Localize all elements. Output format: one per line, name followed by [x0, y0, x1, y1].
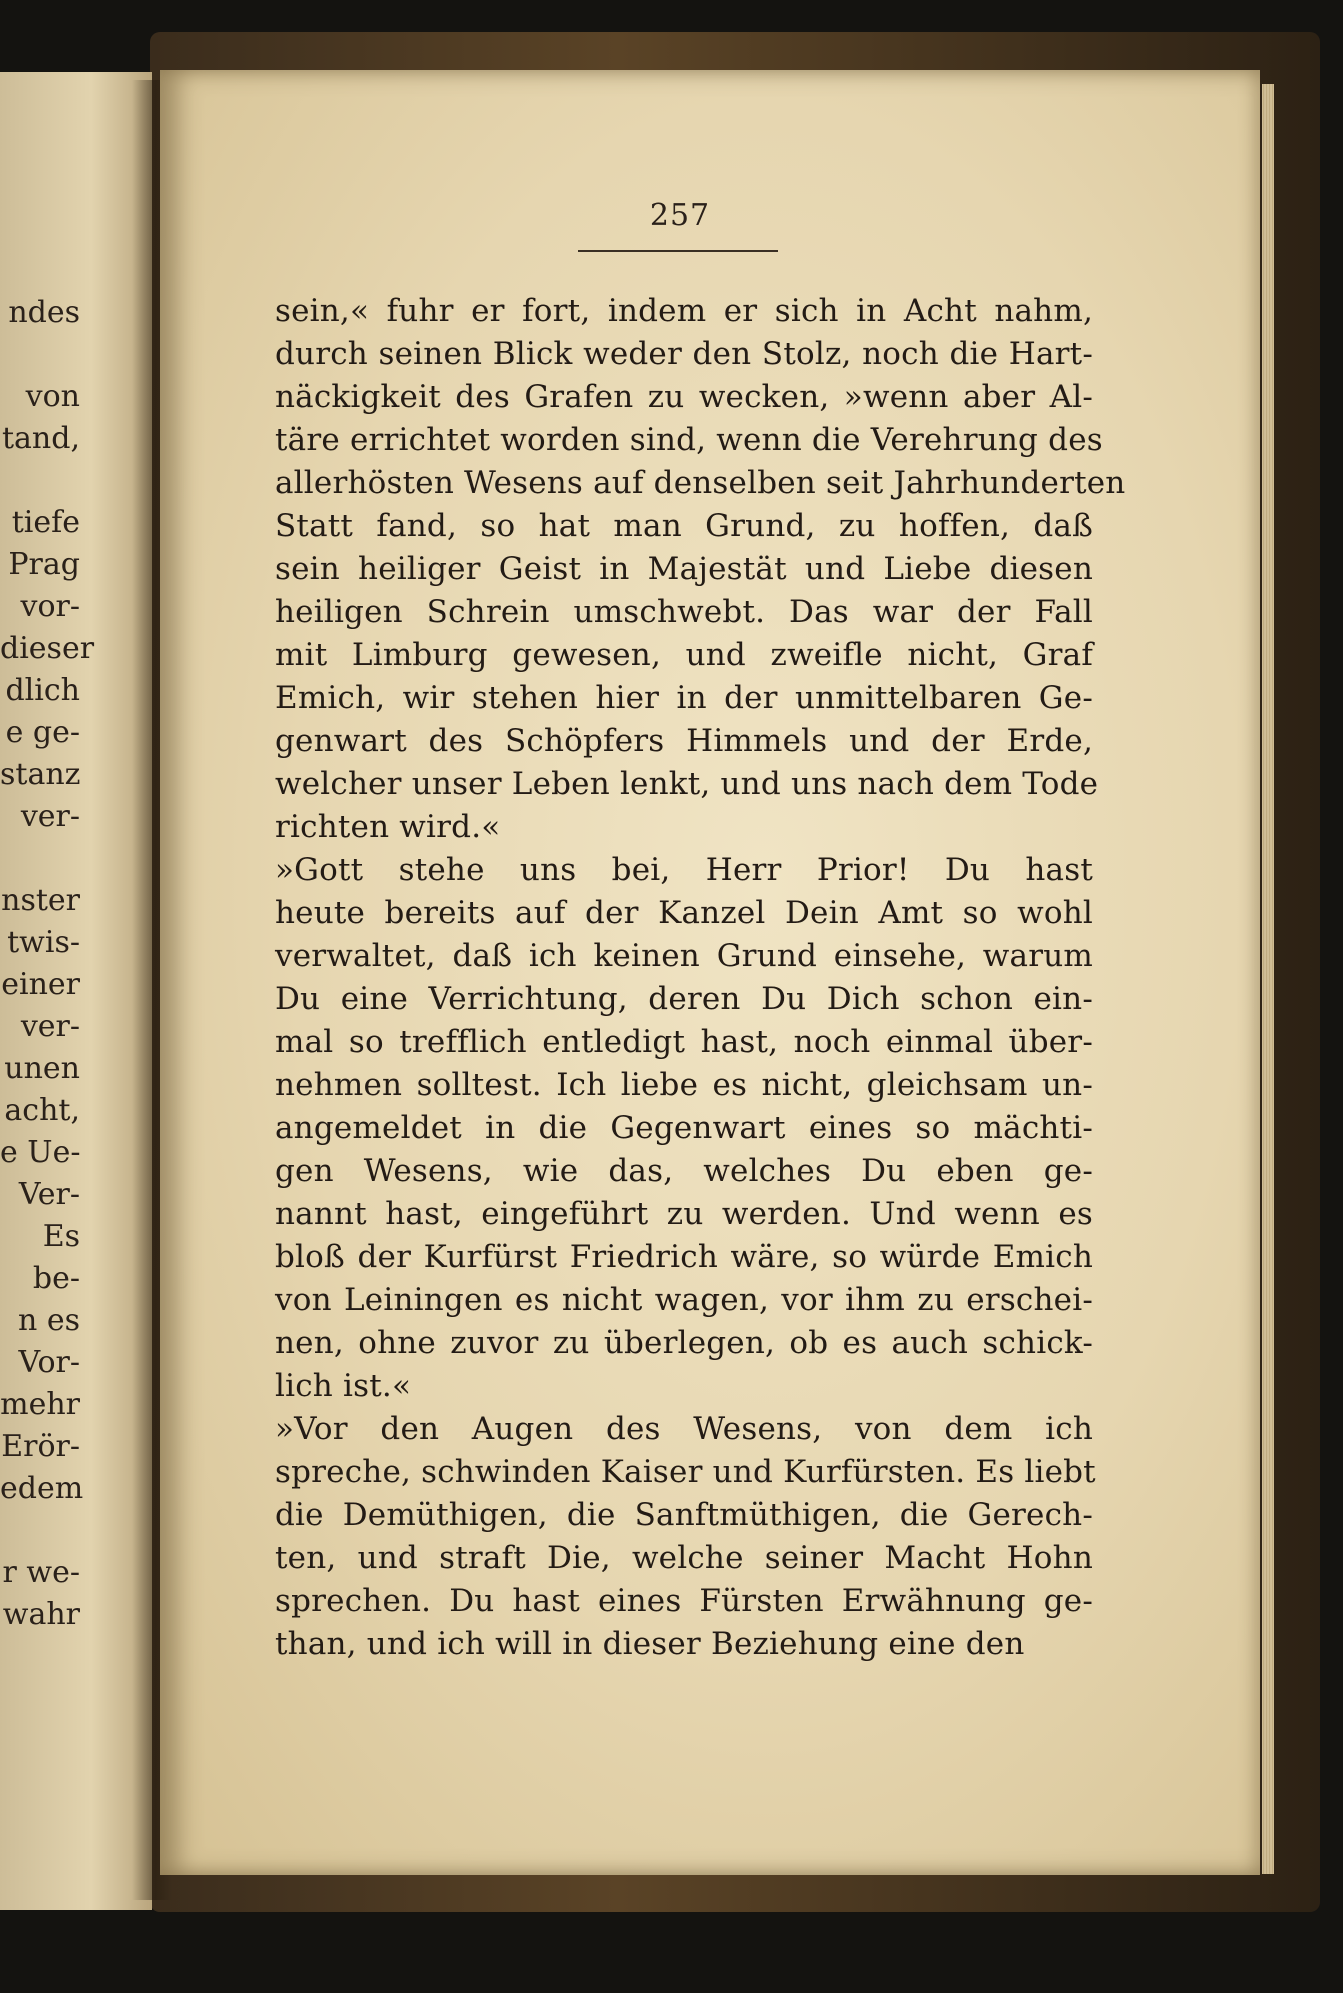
text-line: nen, ohne zuvor zu überlegen, ob es auch schick-	[275, 1325, 1093, 1361]
text-line: angemeldet in die Gegenwart eines so mächti-	[275, 1110, 1093, 1146]
left-page-fragment: vor-	[20, 589, 80, 624]
text-line: ten, und straft Die, welche seiner Macht Hohn	[275, 1540, 1093, 1576]
text-line: Du eine Verrichtung, deren Du Dich schon ein-	[275, 981, 1093, 1017]
left-page-fragment: acht,	[4, 1093, 80, 1128]
page-number: 257	[649, 198, 711, 233]
page-number-rule	[578, 250, 778, 252]
left-page-fragment: dieser	[0, 631, 95, 666]
text-line: nannt hast, eingeführt zu werden. Und wenn es	[275, 1196, 1093, 1232]
left-page-fragment: ver-	[20, 799, 80, 834]
left-page-fragment: n es	[17, 1303, 80, 1338]
text-line: sein heiliger Geist in Majestät und Liebe diesen	[275, 551, 1093, 587]
text-line: mal so trefflich entledigt hast, noch einmal über-	[275, 1024, 1093, 1060]
text-line: allerhösten Wesens auf denselben seit Jahrhunderten	[275, 465, 1126, 501]
text-line: richten wird.«	[275, 809, 501, 845]
text-line: »Vor den Augen des Wesens, von dem ich	[275, 1411, 1093, 1447]
text-line: durch seinen Blick weder den Stolz, noch die Hart-	[275, 336, 1093, 372]
text-line: Statt fand, so hat man Grund, zu hoffen, daß	[275, 508, 1093, 544]
left-page-fragment: unen	[4, 1051, 80, 1086]
left-page-fragment: tand,	[1, 421, 80, 456]
text-line: sprechen. Du hast eines Fürsten Erwähnung ge-	[275, 1583, 1093, 1619]
text-line: welcher unser Leben lenkt, und uns nach dem Tode	[275, 766, 1099, 802]
left-page-fragment: edem	[0, 1471, 84, 1506]
left-page-fragment	[0, 460, 80, 502]
left-page-fragment: Vor-	[18, 1345, 80, 1380]
left-page-fragment: einer	[1, 967, 80, 1002]
text-line: näckigkeit des Grafen zu wecken, »wenn aber Al-	[275, 379, 1093, 415]
left-page-fragment: mehr	[0, 1387, 80, 1422]
text-line: die Demüthigen, die Sanftmüthigen, die Gerech-	[275, 1497, 1093, 1533]
text-line: nehmen solltest. Ich liebe es nicht, gleichsam un-	[275, 1067, 1093, 1103]
text-line: sein,« fuhr er fort, indem er sich in Acht nahm,	[275, 293, 1093, 329]
left-page-fragment: Ver-	[18, 1177, 80, 1212]
text-line: verwaltet, daß ich keinen Grund einsehe, warum	[275, 938, 1093, 974]
left-page-fragment: e Ue-	[0, 1135, 81, 1170]
text-line: Emich, wir stehen hier in der unmittelbaren Ge-	[275, 680, 1093, 716]
left-page-fragment: r we-	[2, 1555, 80, 1590]
left-page-fragment	[0, 838, 80, 880]
text-line: heiligen Schrein umschwebt. Das war der Fall	[275, 594, 1093, 630]
left-page-fragment: Prag	[8, 547, 80, 582]
left-page-fragment: e ge-	[5, 715, 80, 750]
left-page-fragment: ver-	[20, 1009, 80, 1044]
text-line: »Gott stehe uns bei, Herr Prior! Du hast	[275, 852, 1093, 888]
left-page-fragment: ndes	[8, 295, 80, 330]
text-line: genwart des Schöpfers Himmels und der Erde,	[275, 723, 1093, 759]
text-line: bloß der Kurfürst Friedrich wäre, so würde Emich	[275, 1239, 1093, 1275]
page-body-text	[275, 290, 1126, 1666]
left-page-fragment: wahr	[2, 1597, 80, 1632]
text-line: mit Limburg gewesen, und zweifle nicht, Graf	[275, 637, 1093, 673]
left-page-fragment: Es	[42, 1219, 80, 1254]
left-page-fragment: nster	[1, 883, 80, 918]
left-page-fragment: von	[25, 379, 80, 414]
text-line: heute bereits auf der Kanzel Dein Amt so wohl	[275, 895, 1093, 931]
left-page-fragment	[0, 1510, 80, 1552]
left-page-fragment: twis-	[7, 925, 80, 960]
text-line: than, und ich will in dieser Beziehung eine den	[275, 1626, 1025, 1662]
left-page-fragment: stanz	[0, 757, 81, 792]
text-line: täre errichtet worden sind, wenn die Verehrung des	[275, 422, 1103, 458]
left-page-fragment: be-	[32, 1261, 80, 1296]
left-page-fragment: Erör-	[1, 1429, 80, 1464]
text-line: spreche, schwinden Kaiser und Kurfürsten. Es liebt	[275, 1454, 1096, 1490]
page-edges	[1262, 84, 1274, 1874]
text-line: von Leiningen es nicht wagen, vor ihm zu erschei-	[275, 1282, 1093, 1318]
text-line: gen Wesens, wie das, welches Du eben ge-	[275, 1153, 1093, 1189]
left-page-fragment: tiefe	[11, 505, 80, 540]
left-page-fragment	[0, 334, 80, 376]
left-page-fragment: dlich	[5, 673, 80, 708]
left-page-text-fragments	[0, 292, 95, 1636]
text-line: lich ist.«	[275, 1368, 412, 1404]
